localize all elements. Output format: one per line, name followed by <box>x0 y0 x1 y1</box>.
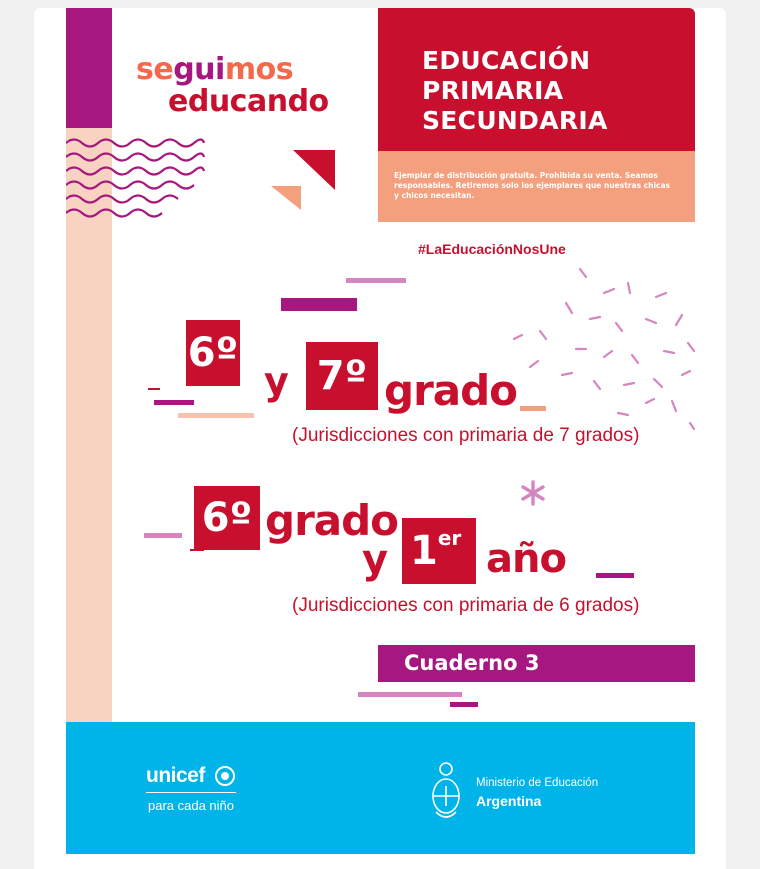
logo-educando: educando <box>168 84 329 119</box>
header-title-line: EDUCACIÓN <box>422 46 591 75</box>
confetti-decoration <box>506 263 695 433</box>
ministry-name: Ministerio de Educación <box>476 777 599 789</box>
triangles-decoration <box>271 148 341 213</box>
decor-bar <box>154 400 194 405</box>
grade-6-box: 6º <box>186 320 240 386</box>
wavy-lines-decoration <box>66 133 206 233</box>
unicef-tagline: para cada niño <box>148 798 235 813</box>
cuaderno-label: Cuaderno 3 <box>404 651 540 675</box>
argentina-coat-of-arms-icon <box>428 760 464 824</box>
grade-a-note: (Jurisdicciones con primaria de 7 grados) <box>292 425 640 446</box>
year-superscript: er <box>437 526 462 550</box>
decor-bar <box>281 298 357 311</box>
unicef-logo <box>146 764 205 788</box>
year-word: año <box>486 536 566 582</box>
left-purple-strip <box>66 8 112 128</box>
grade-word: grado <box>265 496 399 545</box>
header-title <box>422 46 608 136</box>
unicef-globe-icon <box>214 765 236 787</box>
grade-6-box: 6º <box>194 486 260 550</box>
grade-b-note: (Jurisdicciones con primaria de 6 grados) <box>292 595 640 616</box>
hashtag: #LaEducaciónNosUne <box>418 241 566 257</box>
unicef-divider <box>146 792 236 793</box>
header-title-line: SECUNDARIA <box>422 106 608 135</box>
decor-bar <box>450 702 478 707</box>
decor-bar <box>596 573 634 578</box>
distribution-note: Ejemplar de distribución gratuita. Prohibida su venta. Seamos responsables. Retiremos solo los ejemplares que nuestras chicas y chicos necesitan. <box>394 171 670 200</box>
year-digit: 1 <box>410 528 438 574</box>
grade-word: grado <box>384 366 518 415</box>
ministry-country: Argentina <box>476 793 542 809</box>
unicef-wordmark: unicef <box>146 764 205 787</box>
header-title-line: PRIMARIA <box>422 76 564 105</box>
year-1-box <box>402 518 476 584</box>
logo-seguimos: seguimos <box>136 52 294 87</box>
grade-and: y <box>362 537 389 583</box>
decor-bar <box>346 278 406 283</box>
grade-7-box: 7º <box>306 342 378 410</box>
decor-bar <box>358 692 462 697</box>
decor-bar <box>144 533 182 538</box>
footer-band <box>66 722 695 854</box>
asterisk-icon <box>520 480 546 506</box>
cover-page <box>66 8 695 854</box>
decor-bar <box>178 413 254 418</box>
grade-and: y <box>264 359 289 403</box>
decor-dash <box>148 388 160 390</box>
